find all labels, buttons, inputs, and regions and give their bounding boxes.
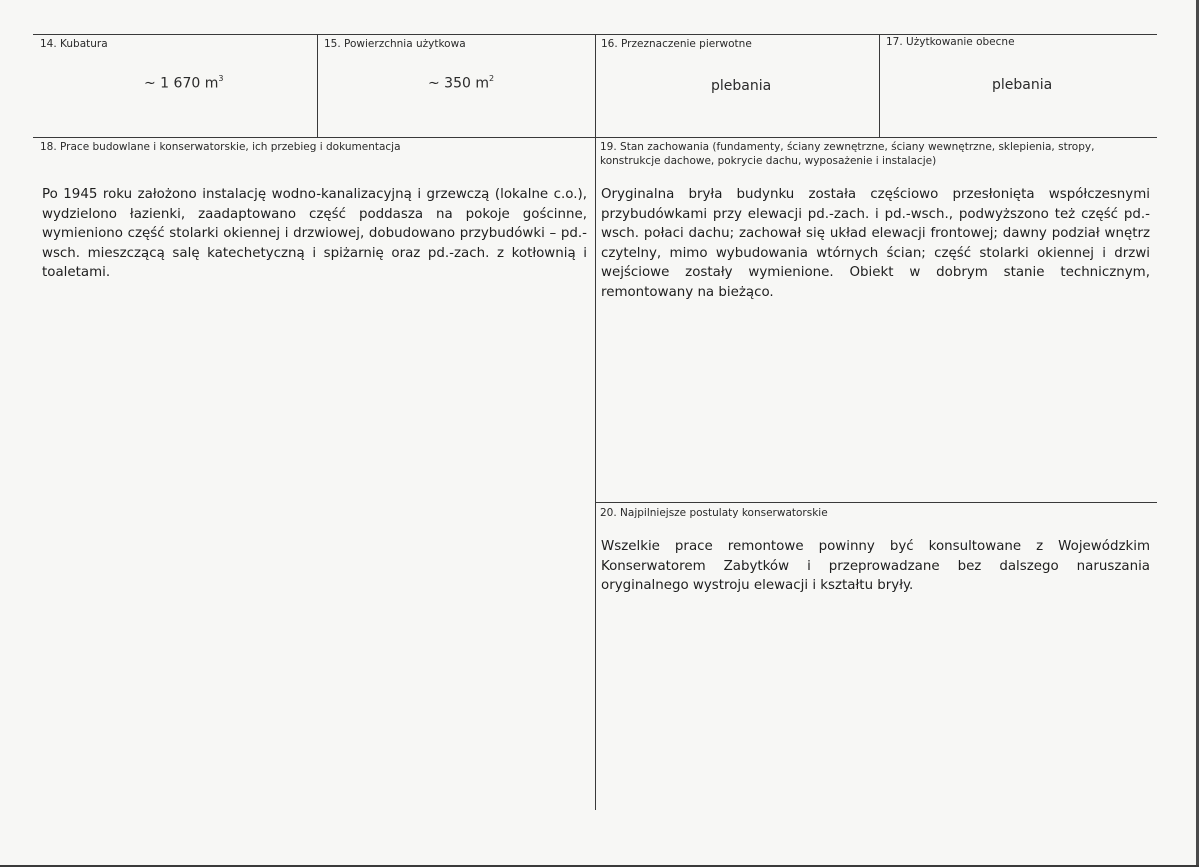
- row19-bottom-line: [595, 502, 1157, 503]
- powierzchnia-value-unit-exponent: 2: [489, 74, 495, 83]
- postulaty-text: Wszelkie prace remontowe powinny być konsultowane z Wojewódzkim Konserwatorem Zabytków i przeprowadzane bez dalszego naruszania oryginalnego wystroju elewacji i kształtu bryły.: [601, 539, 1150, 593]
- kubatura-value-number: ~ 1 670 m: [144, 75, 219, 92]
- postulaty-label: 20. Najpilniejsze postulaty konserwatorskie: [600, 507, 828, 519]
- powierzchnia-value-number: ~ 350 m: [428, 75, 489, 92]
- prace-label: 18. Prace budowlane i konserwatorskie, ich przebieg i dokumentacja: [40, 141, 401, 153]
- divider-col1: [317, 34, 318, 138]
- prace-text: Po 1945 roku założono instalację wodno-kanalizacyjną i grzewczą (lokalne c.o.), wydzielono łazienki, zaadaptowano część poddasza na pokoje gościnne, wymieniono część stolarki okiennej i drzwiowej, dobudowano przybudówki – pd.-wsch. mieszczącą salę katechetyczną i spiżarnię oraz pd.-zach. z kotłownią i toaletami.: [42, 187, 587, 280]
- powierzchnia-value: [428, 75, 494, 92]
- stan-label-line2: konstrukcje dachowe, pokrycie dachu, wyposażenie i instalacje): [600, 155, 937, 167]
- przeznaczenie-value: plebania: [711, 78, 772, 94]
- uzytkowanie-label: 17. Użytkowanie obecne: [886, 36, 1015, 48]
- kubatura-value: [144, 75, 223, 92]
- stan-text: Oryginalna bryła budynku została częściowo przesłonięta współczesnymi przybudówkami przy elewacji pd.-zach. i pd.-wsch., podwyższono też część pd.-wsch. połaci dachu; zachował się układ elewacji frontowej; dawny podział wnętrz czytelny, mimo wybudowania wtórnych ścian; część stolarki okiennej i drzwi wejściowe zostały wymienione. Obiekt w dobrym stanie technicznym, remontowany na bieżąco.: [601, 187, 1150, 300]
- uzytkowanie-value: plebania: [992, 77, 1053, 93]
- kubatura-label: 14. Kubatura: [40, 38, 108, 50]
- powierzchnia-label: 15. Powierzchnia użytkowa: [324, 38, 466, 50]
- stan-label-line1: 19. Stan zachowania (fundamenty, ściany zewnętrzne, ściany wewnętrzne, sklepienia, stropy,: [600, 141, 1095, 153]
- divider-center: [595, 34, 596, 810]
- divider-col3: [879, 34, 880, 138]
- kubatura-value-unit-exponent: 3: [218, 74, 224, 83]
- przeznaczenie-label: 16. Przeznaczenie pierwotne: [601, 38, 752, 50]
